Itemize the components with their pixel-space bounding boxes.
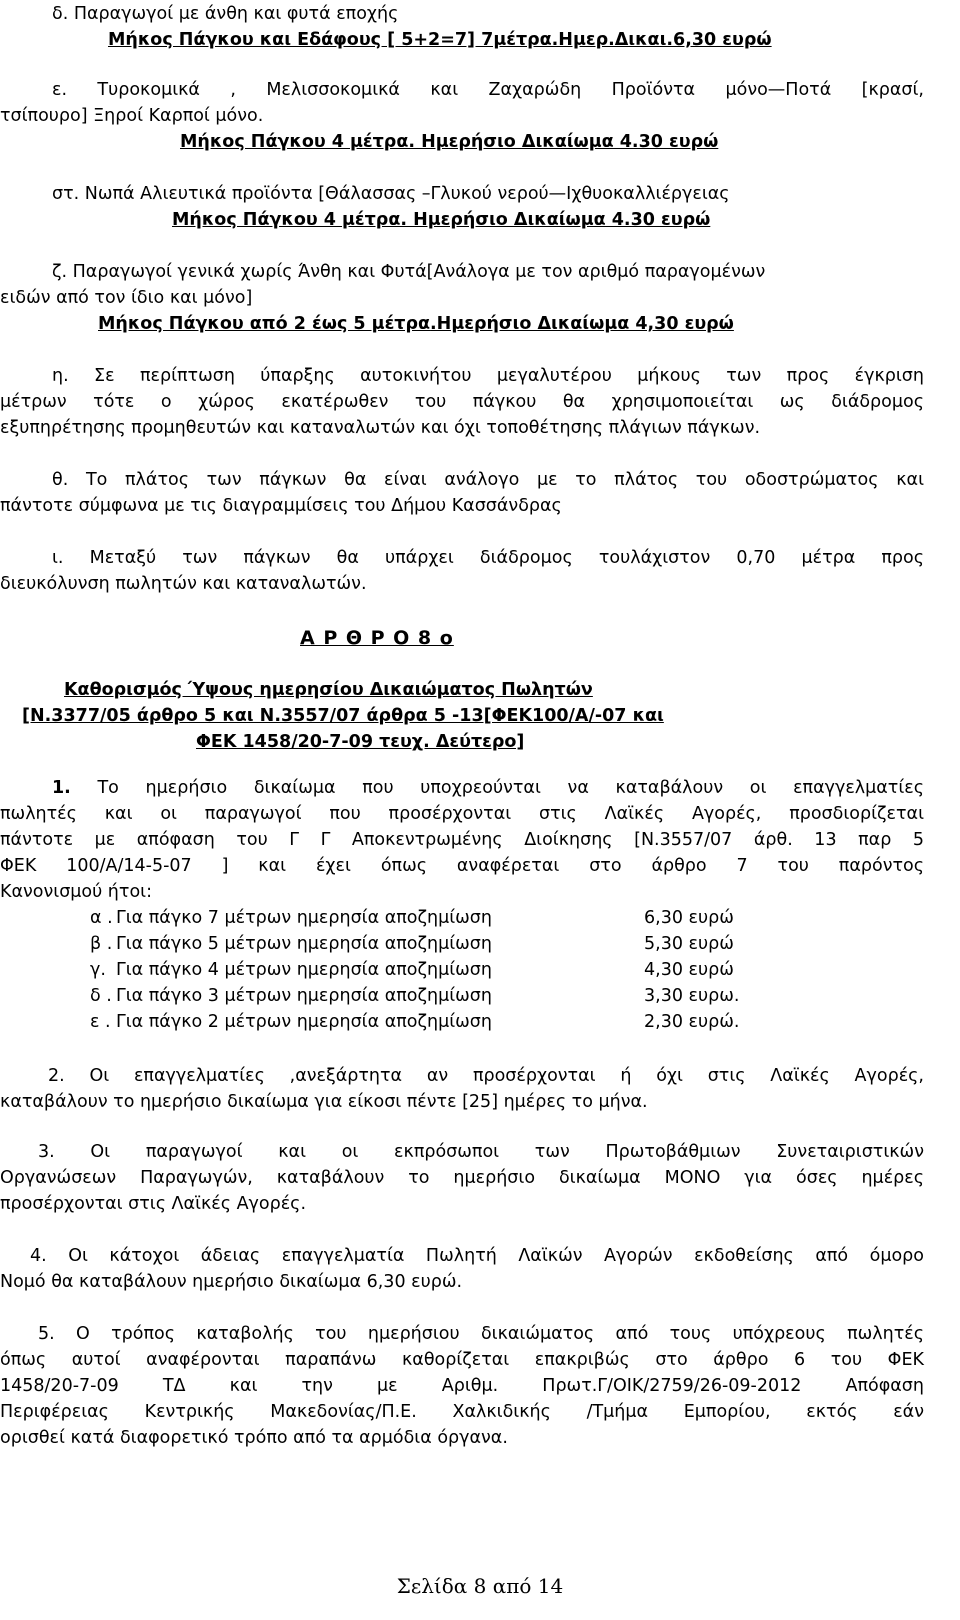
fee-text: Για πάγκο 7 μέτρων ημερησία αποζημίωση (116, 908, 492, 928)
item-epsilon-line1: ε. Τυροκομικά , Μελισσοκομικά και Ζαχαρώδη Προϊόντα μόνο—Ποτά [κρασί, (52, 80, 924, 100)
p1-line1: 1. Το ημερήσιο δικαίωμα που υποχρεούνται να καταβάλουν οι επαγγελματίες (52, 778, 924, 798)
item-zeta-line2: ειδών από τον ίδιο και μόνο] (0, 288, 253, 308)
fee-row (90, 985, 790, 1007)
p4-line1: 4. Οι κάτοχοι άδειας επαγγελματία Πωλητή Λαϊκών Αγορών εκδοθείσης από όμορο (30, 1246, 924, 1266)
p5-line5: ορισθεί κατά διαφορετικό τρόπο από τα αρμόδια όργανα. (0, 1428, 508, 1448)
fee-amount: 4,30 ευρώ (644, 960, 734, 980)
item-eta-line3: εξυπηρέτησης προμηθευτών και καταναλωτών και όχι τοποθέτησης πλάγιων πάγκων. (0, 418, 761, 438)
fee-letter: δ . (90, 986, 112, 1006)
fee-row (90, 933, 790, 955)
p5-line3: 1458/20-7-09 ΤΔ και την με Αριθμ. Πρωτ.Γ/ΟΙΚ/2759/26-09-2012 Απόφαση (0, 1376, 924, 1396)
fee-amount: 5,30 ευρώ (644, 934, 734, 954)
fee-amount: 3,30 ευρω. (644, 986, 740, 1006)
fee-row (90, 907, 790, 929)
article-title-line3: ΦΕΚ 1458/20-7-09 τευχ. Δεύτερο] (196, 732, 525, 752)
p2-line2: καταβάλουν το ημερήσιο δικαίωμα για είκοσι πέντε [25] ημέρες το μήνα. (0, 1092, 648, 1112)
p1-line2: πωλητές και οι παραγωγοί που προσέρχονται στις Λαϊκές Αγορές, προσδιορίζεται (0, 804, 924, 824)
p2-line1: 2. Οι επαγγελματίες ,ανεξάρτητα αν προσέρχονται ή όχι στις Λαϊκές Αγορές, (48, 1066, 924, 1086)
item-iota-line1: ι. Μεταξύ των πάγκων θα υπάρχει διάδρομος τουλάχιστον 0,70 μέτρα προς (52, 548, 924, 568)
fee-letter: γ. (90, 960, 106, 980)
item-zeta-line1: ζ. Παραγωγοί γενικά χωρίς Άνθη και Φυτά[Ανάλογα με τον αριθμό παραγομένων (52, 262, 766, 282)
item-st-line1: στ. Νωπά Αλιευτικά προϊόντα [Θάλασσας –Γλυκού νερού—Ιχθυοκαλλιέργειας (52, 184, 730, 204)
p5-line4: Περιφέρειας Κεντρικής Μακεδονίας/Π.Ε. Χαλκιδικής /Τμήμα Εμπορίου, εκτός εάν (0, 1402, 924, 1422)
fee-amount: 2,30 ευρώ. (644, 1012, 740, 1032)
fee-text: Για πάγκο 2 μέτρων ημερησία αποζημίωση (116, 1012, 492, 1032)
p1-line4: ΦΕΚ 100/Α/14-5-07 ] και έχει όπως αναφέρεται στο άρθρο 7 του παρόντος (0, 856, 924, 876)
p5-line2: όπως αυτοί αναφέρονται παραπάνω καθορίζεται επακριβώς στο άρθρο 6 του ΦΕΚ (0, 1350, 924, 1370)
item-eta-line1: η. Σε περίπτωση ύπαρξης αυτοκινήτου μεγαλυτέρου μήκους των προς έγκριση (52, 366, 924, 386)
article-heading: Α Ρ Θ Ρ Ο 8 ο (300, 627, 454, 649)
fee-row (90, 959, 790, 981)
item-eta-line2: μέτρων τότε ο χώρος εκατέρωθεν του πάγκου θα χρησιμοποιείται ως διάδρομος (0, 392, 924, 412)
item-epsilon-stall-spec: Μήκος Πάγκου 4 μέτρα. Ημερήσιο Δικαίωμα 4.30 ευρώ (180, 132, 719, 152)
p1-line5: Κανονισμού ήτοι: (0, 882, 152, 902)
fee-text: Για πάγκο 3 μέτρων ημερησία αποζημίωση (116, 986, 492, 1006)
item-zeta-stall-spec: Μήκος Πάγκου από 2 έως 5 μέτρα.Ημερήσιο Δικαίωμα 4,30 ευρώ (98, 314, 734, 334)
p4-line2: Νομό θα καταβάλουν ημερήσιο δικαίωμα 6,30 ευρώ. (0, 1272, 463, 1292)
p3-line1: 3. Οι παραγωγοί και οι εκπρόσωποι των Πρωτοβάθμιων Συνεταιριστικών (38, 1142, 924, 1162)
item-theta-line2: πάντοτε σύμφωνα με τις διαγραμμίσεις του Δήμου Κασσάνδρας (0, 496, 562, 516)
fee-text: Για πάγκο 5 μέτρων ημερησία αποζημίωση (116, 934, 492, 954)
item-epsilon-line2: τσίπουρο] Ξηροί Καρποί μόνο. (0, 106, 264, 126)
item-st-stall-spec: Μήκος Πάγκου 4 μέτρα. Ημερήσιο Δικαίωμα 4.30 ευρώ (172, 210, 711, 230)
fee-text: Για πάγκο 4 μέτρων ημερησία αποζημίωση (116, 960, 492, 980)
item-iota-line2: διευκόλυνση πωλητών και καταναλωτών. (0, 574, 367, 594)
article-title-line1: Καθορισμός Ύψους ημερησίου Δικαιώματος Πωλητών (64, 680, 593, 700)
article-title-line2: [Ν.3377/05 άρθρο 5 και Ν.3557/07 άρθρα 5 -13[ΦΕΚ100/Α/-07 και (22, 706, 664, 726)
p3-line3: προσέρχονται στις Λαϊκές Αγορές. (0, 1194, 307, 1214)
item-theta-line1: θ. Το πλάτος των πάγκων θα είναι ανάλογο με το πλάτος του οδοστρώματος και (52, 470, 924, 490)
p5-line1: 5. Ο τρόπος καταβολής του ημερήσιου δικαιώματος από τους υπόχρεους πωλητές (38, 1324, 924, 1344)
p1-line3: πάντοτε με απόφαση του Γ Γ Αποκεντρωμένης Διοίκησης [Ν.3557/07 άρθ. 13 παρ 5 (0, 830, 924, 850)
fee-letter: β . (90, 934, 113, 954)
item-delta-stall-spec: Μήκος Πάγκου και Εδάφους [ 5+2=7] 7μέτρα.Ημερ.Δικαι.6,30 ευρώ (108, 30, 772, 50)
item-delta-line1: δ. Παραγωγοί με άνθη και φυτά εποχής (52, 4, 399, 24)
fee-letter: α . (90, 908, 113, 928)
fee-amount: 6,30 ευρώ (644, 908, 734, 928)
fee-row (90, 1011, 790, 1033)
fee-letter: ε . (90, 1012, 111, 1032)
p1-number: 1. (52, 778, 71, 798)
p3-line2: Οργανώσεων Παραγωγών, καταβάλουν το ημερήσιο δικαίωμα ΜΟΝΟ για όσες ημέρες (0, 1168, 924, 1188)
page-number-footer: Σελίδα 8 από 14 (396, 1574, 564, 1598)
